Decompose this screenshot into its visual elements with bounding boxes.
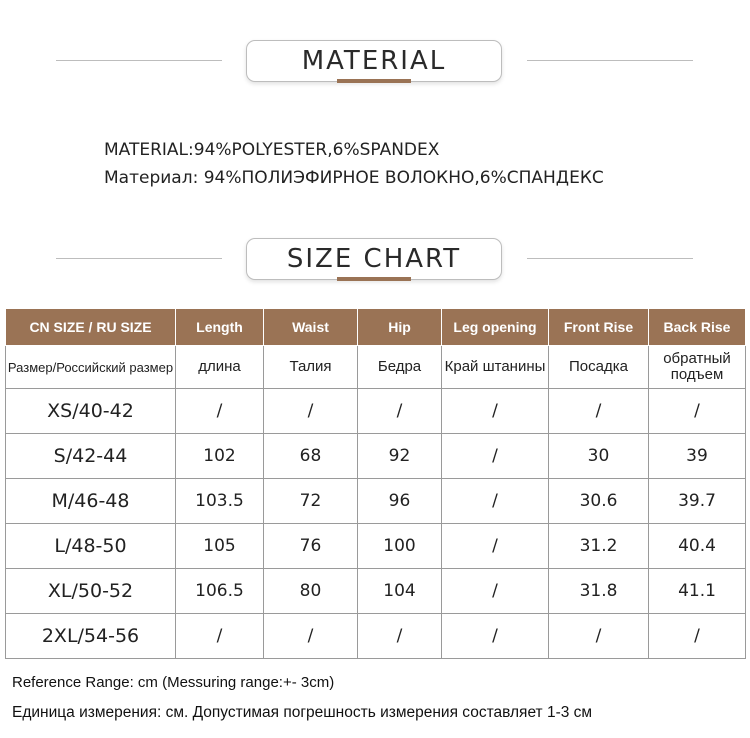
table-header-row — [6, 309, 746, 346]
table-cell: 106.5 — [176, 569, 264, 614]
table-cell: 72 — [264, 479, 358, 524]
table-cell: / — [264, 614, 358, 659]
column-subheader: Талия — [264, 346, 358, 389]
table-row — [6, 479, 746, 524]
table-cell: / — [264, 389, 358, 434]
material-russian: Материал: 94%ПОЛИЭФИРНОЕ ВОЛОКНО,6%СПАНДЕКС — [104, 168, 604, 188]
size-cell: XS/40-42 — [6, 389, 176, 434]
divider-line — [527, 60, 693, 61]
column-subheader: обратный подъем — [649, 346, 746, 389]
column-subheader: Посадка — [549, 346, 649, 389]
size-cell: S/42-44 — [6, 434, 176, 479]
table-row — [6, 614, 746, 659]
table-cell: 92 — [358, 434, 442, 479]
divider-line — [56, 60, 222, 61]
size-table — [5, 308, 746, 659]
material-english: MATERIAL:94%POLYESTER,6%SPANDEX — [104, 140, 440, 160]
column-subheader: длина — [176, 346, 264, 389]
table-cell: 68 — [264, 434, 358, 479]
table-cell: 30 — [549, 434, 649, 479]
table-cell: / — [549, 614, 649, 659]
table-cell: 31.8 — [549, 569, 649, 614]
column-header: Leg opening — [442, 309, 549, 346]
size-cell: XL/50-52 — [6, 569, 176, 614]
reference-range-note: Reference Range: cm (Messuring range:+- 3cm) — [12, 674, 335, 691]
table-cell: 76 — [264, 524, 358, 569]
table-cell: / — [442, 569, 549, 614]
table-cell: / — [442, 479, 549, 524]
table-cell: / — [442, 434, 549, 479]
table-cell: 103.5 — [176, 479, 264, 524]
table-cell: 39.7 — [649, 479, 746, 524]
column-header: Back Rise — [649, 309, 746, 346]
table-cell: 39 — [649, 434, 746, 479]
table-cell: 31.2 — [549, 524, 649, 569]
column-header: Hip — [358, 309, 442, 346]
table-cell: 30.6 — [549, 479, 649, 524]
table-cell: 80 — [264, 569, 358, 614]
table-row — [6, 434, 746, 479]
column-header: CN SIZE / RU SIZE — [6, 309, 176, 346]
size-cell: L/48-50 — [6, 524, 176, 569]
divider-line — [527, 258, 693, 259]
table-row — [6, 569, 746, 614]
table-cell: / — [358, 614, 442, 659]
table-cell: / — [549, 389, 649, 434]
column-subheader: Край штанины — [442, 346, 549, 389]
column-header: Length — [176, 309, 264, 346]
size-chart-section-header — [0, 238, 750, 286]
table-cell: / — [442, 524, 549, 569]
table-cell: 40.4 — [649, 524, 746, 569]
column-subheader: Размер/Российский размер — [6, 346, 176, 389]
table-cell: / — [442, 614, 549, 659]
table-row — [6, 389, 746, 434]
divider-line — [56, 258, 222, 259]
table-cell: / — [176, 614, 264, 659]
size-cell: 2XL/54-56 — [6, 614, 176, 659]
table-cell: / — [176, 389, 264, 434]
column-subheader: Бедра — [358, 346, 442, 389]
table-cell: / — [649, 389, 746, 434]
title-underline — [337, 79, 411, 83]
table-subheader-row — [6, 346, 746, 389]
material-section-header — [0, 40, 750, 88]
reference-range-note-russian: Единица измерения: см. Допустимая погрешность измерения составляет 1-3 см — [12, 704, 593, 721]
size-chart-title: SIZE CHART — [246, 238, 502, 280]
size-cell: M/46-48 — [6, 479, 176, 524]
table-cell: 100 — [358, 524, 442, 569]
table-cell: / — [442, 389, 549, 434]
table-cell: 41.1 — [649, 569, 746, 614]
table-cell: / — [358, 389, 442, 434]
table-cell: 96 — [358, 479, 442, 524]
column-header: Front Rise — [549, 309, 649, 346]
table-row — [6, 524, 746, 569]
table-cell: 105 — [176, 524, 264, 569]
table-cell: 104 — [358, 569, 442, 614]
material-title: MATERIAL — [246, 40, 502, 82]
table-cell: 102 — [176, 434, 264, 479]
column-header: Waist — [264, 309, 358, 346]
title-underline — [337, 277, 411, 281]
table-cell: / — [649, 614, 746, 659]
